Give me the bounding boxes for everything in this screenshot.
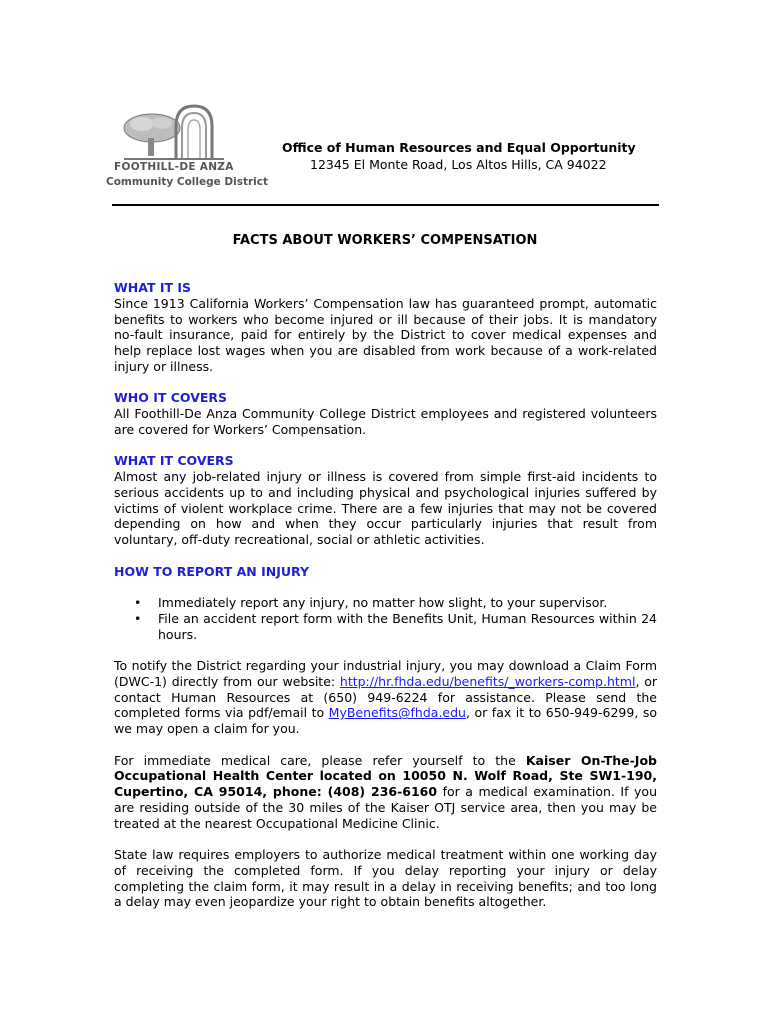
list-item: • Immediately report any injury, no matter how slight, to your supervisor. [134, 595, 608, 610]
section-text-who-it-covers: All Foothill-De Anza Community College District employees and registered volunteers are covered for Workers’ Compensation. [114, 406, 657, 437]
district-logo [104, 104, 274, 194]
benefits-email-link[interactable]: MyBenefits@fhda.edu [328, 705, 466, 721]
section-heading-what-it-covers: WHAT IT COVERS [114, 453, 234, 469]
section-heading-who-it-covers: WHO IT COVERS [114, 390, 228, 406]
claim-form-link[interactable]: http://hr.fhda.edu/benefits/_workers-comp.html [339, 673, 636, 689]
section-text-what-it-covers: Almost any job-related injury or illness is covered from simple first-aid incidents to serious accidents up to and including physical and psychological injuries suffered by victims of violent workplace crime. There are a few injuries that may not be covered depending on how and when they occur particularly injuries that result from voluntary, off-duty recreational, social or athletic activities. [114, 469, 657, 547]
bullet-icon: • [134, 610, 142, 626]
logo-subtitle: Community College District [106, 176, 269, 188]
header-divider [112, 204, 659, 206]
state-law-paragraph: State law requires employers to authorize medical treatment within one working day of receiving the completed form. If you delay reporting your injury or delay completing the claim form, it may result in a delay in receiving benefits; and too long a delay may even jeopardize your right to obtain benefits altogether. [114, 847, 657, 910]
logo-name: FOOTHILL-DE ANZA [114, 161, 234, 173]
document-body [114, 280, 657, 910]
list-item: • File an accident report form with the Benefits Unit, Human Resources within 24 hours. [134, 610, 657, 642]
medical-care-paragraph: For immediate medical care, please refer yourself to the Kaiser On-The-Job Occupational Health Center located on 10050 N. Wolf Road, Ste SW1-190, Cupertino, CA 95014, phone: (408) 236-6160 for a medical examination. If you are residing outside of the 30 miles of the Kaiser OTJ service area, then you may be treated at the nearest Occupational Medicine Clinic. [114, 752, 657, 831]
bullet-icon: • [134, 595, 142, 610]
office-name: Office of Human Resources and Equal Opportunity [282, 140, 636, 155]
section-heading-how-to-report: HOW TO REPORT AN INJURY [114, 563, 310, 579]
tree-and-arch-logo-icon [104, 104, 274, 164]
page-title: FACTS ABOUT WORKERS’ COMPENSATION [232, 233, 538, 248]
kaiser-clinic-info: Kaiser On-The-Job Occupational Health Center located on 10050 N. Wolf Road, Ste SW1-190, Cupertino, CA 95014, phone: (408) 236-6160 [114, 752, 657, 799]
notify-paragraph: To notify the District regarding your industrial injury, you may download a Claim Form (DWC-1) directly from our website: http://hr.fhda.edu/benefits/_workers-comp.html, or contact Human Resources at (650) 949-6224 for assistance. Please send the completed forms via pdf/email to MyBenefits@fhda.edu, or fax it to 650-949-6299, so we may open a claim for you. [114, 658, 657, 736]
office-address: 12345 El Monte Road, Los Altos Hills, CA 94022 [310, 157, 607, 172]
section-heading-what-it-is: WHAT IT IS [114, 280, 192, 295]
report-steps-list [114, 595, 657, 642]
section-text-what-it-is: Since 1913 California Workers’ Compensation law has guaranteed prompt, automatic benefits to workers who become injured or ill because of their jobs. It is mandatory no-fault insurance, paid for entirely by the District to cover medical expenses and help replace lost wages when you are disabled from work because of a work-related injury or illness. [114, 295, 657, 374]
